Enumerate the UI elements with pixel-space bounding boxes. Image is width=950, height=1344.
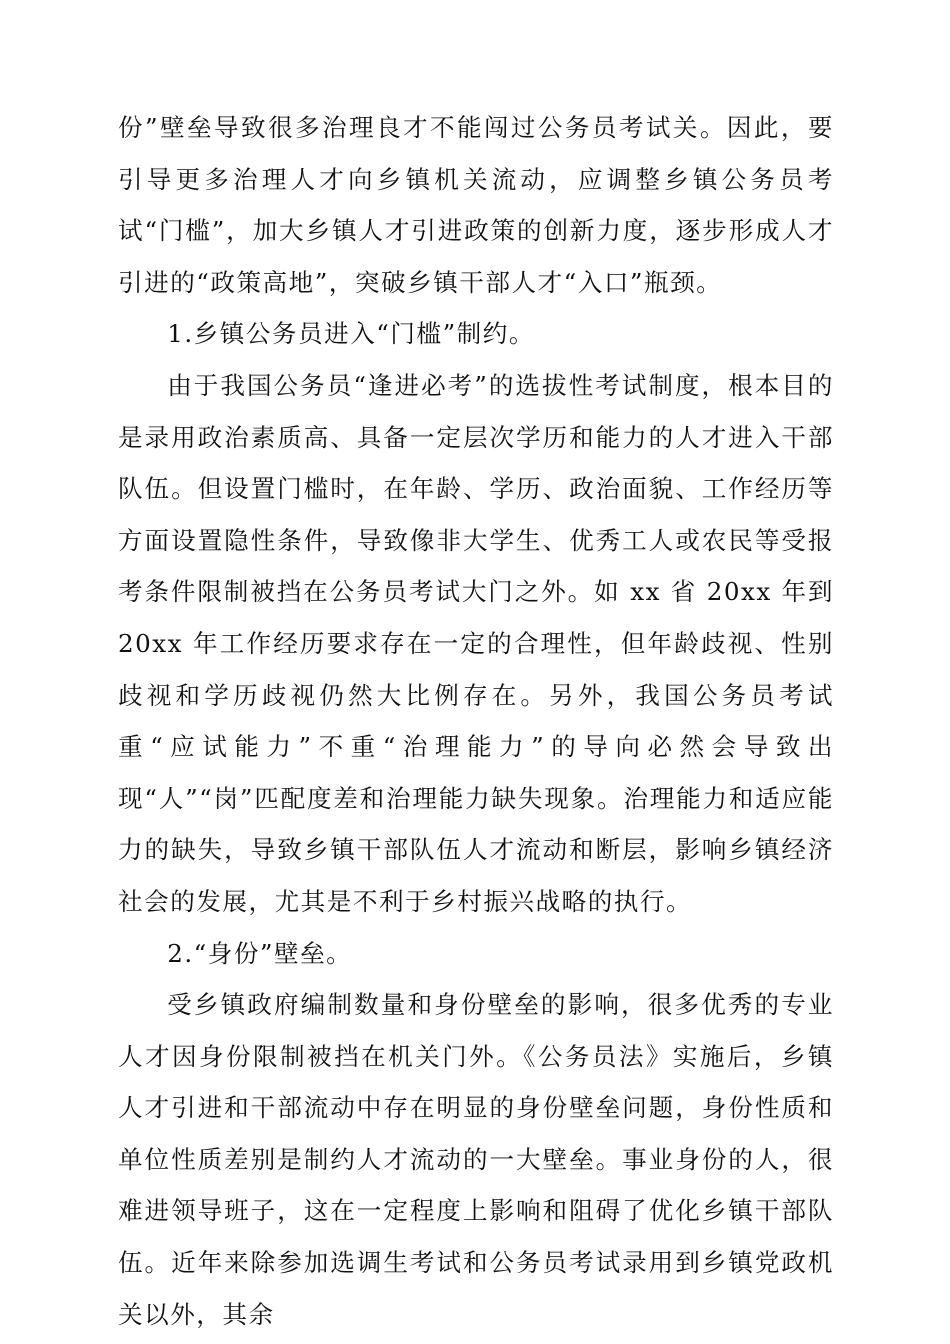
section-heading-1: 1.乡镇公务员进入“门槛”制约。 — [167, 319, 535, 349]
document-body — [118, 102, 834, 1340]
paragraph-threshold: 由于我国公务员“逢进必考”的选拔性考试制度，根本目的是录用政治素质高、具备一定层次学历和能力的人才进入干部队伍。但设置门槛时，在年龄、学历、政治面貌、工作经历等方面设置隐性条件，导致像非大学生、优秀工人或农民等受报考条件限制被挡在公务员考试大门之外。如 xx 省 20xx 年到 20xx 年工作经历要求存在一定的合理性，但年龄歧视、性别歧视和学历歧视仍然大比例存在。另外，我国公务员考试重“应试能力”不重“治理能力”的导向必然会导致出现“人”“岗”匹配度差和治理能力缺失现象。治理能力和适应能力的缺失，导致乡镇干部队伍人才流动和断层，影响乡镇经济社会的发展，尤其是不利于乡村振兴战略的执行。 — [118, 370, 834, 916]
paragraph-continuation: 份”壁垒导致很多治理良才不能闯过公务员考试关。因此，要引导更多治理人才向乡镇机关流动，应调整乡镇公务员考试“门槛”，加大乡镇人才引进政策的创新力度，逐步形成人才引进的“政策高地”，突破乡镇干部人才“入口”瓶颈。 — [118, 113, 834, 297]
paragraph-identity-barrier: 受乡镇政府编制数量和身份壁垒的影响，很多优秀的专业人才因身份限制被挡在机关门外。《公务员法》实施后，乡镇人才引进和干部流动中存在明显的身份壁垒问题，身份性质和单位性质差别是制约人才流动的一大壁垒。事业身份的人，很难进领导班子，这在一定程度上影响和阻碍了优化乡镇干部队伍。近年来除参加选调生考试和公务员考试录用到乡镇党政机关以外，其余 — [118, 990, 834, 1329]
section-heading-2: 2.“身份”壁垒。 — [167, 938, 353, 968]
